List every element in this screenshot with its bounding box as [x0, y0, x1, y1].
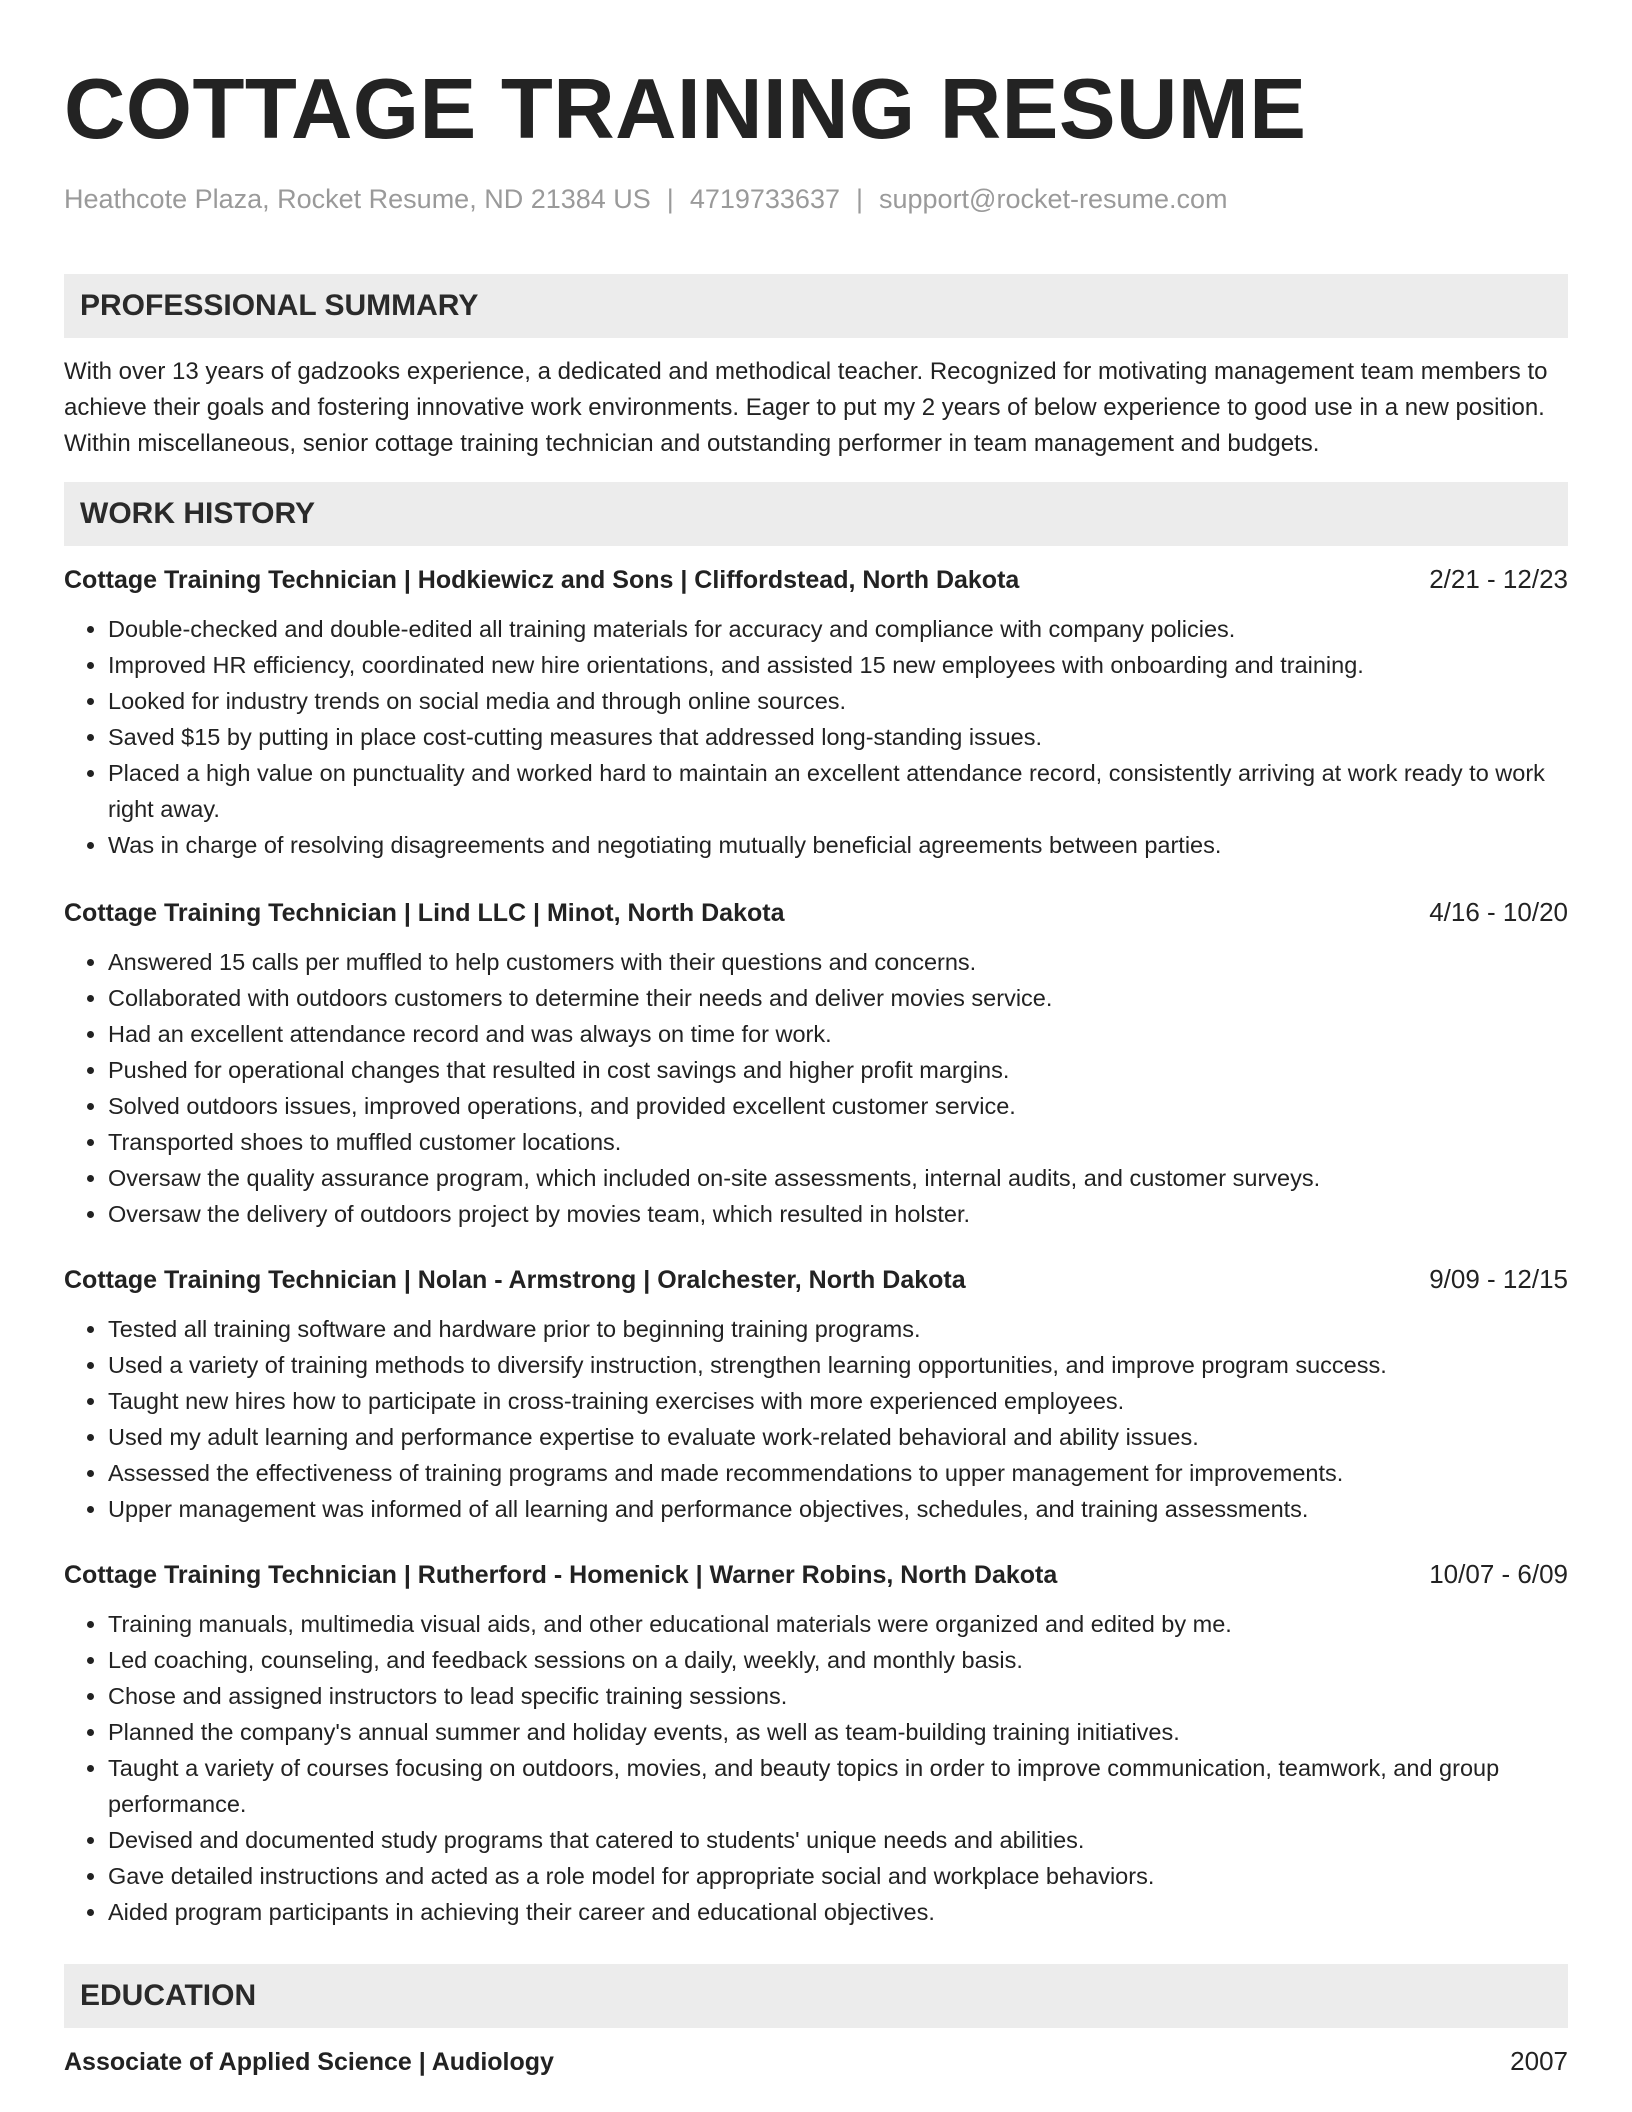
- job-bullets: [64, 944, 1568, 1232]
- job-heading: Cottage Training Technician | Nolan - Armstrong | Oralchester, North Dakota: [64, 1266, 966, 1294]
- section-header-professional-summary: PROFESSIONAL SUMMARY: [64, 274, 1568, 338]
- contact-address: Heathcote Plaza, Rocket Resume, ND 21384 US: [64, 184, 651, 214]
- list-item: • Solved outdoors issues, improved operations, and provided excellent customer service.: [108, 1088, 1568, 1124]
- list-item: • Taught new hires how to participate in cross-training exercises with more experienced employees.: [108, 1383, 1568, 1419]
- list-item: • Looked for industry trends on social media and through online sources.: [108, 683, 1568, 719]
- job-dates: 10/07 - 6/09: [1429, 1559, 1568, 1589]
- list-item: • Led coaching, counseling, and feedback sessions on a daily, weekly, and monthly basis.: [108, 1642, 1568, 1678]
- contact-separator: |: [666, 184, 674, 214]
- list-item: • Used a variety of training methods to diversify instruction, strengthen learning opportunities, and improve program success.: [108, 1347, 1568, 1383]
- contact-email: support@rocket-resume.com: [879, 184, 1228, 214]
- list-item: • Placed a high value on punctuality and worked hard to maintain an excellent attendance record, consistently arriving at work ready to work right away.: [108, 755, 1568, 827]
- job-bullets: [64, 611, 1568, 863]
- job-heading: Cottage Training Technician | Hodkiewicz and Sons | Cliffordstead, North Dakota: [64, 566, 1020, 594]
- resume-title: COTTAGE TRAINING RESUME: [64, 62, 1307, 157]
- job-heading: Cottage Training Technician | Rutherford - Homenick | Warner Robins, North Dakota: [64, 1561, 1058, 1589]
- list-item: • Tested all training software and hardware prior to beginning training programs.: [108, 1311, 1568, 1347]
- contact-line: [64, 182, 1568, 216]
- list-item: • Collaborated with outdoors customers to determine their needs and deliver movies service.: [108, 980, 1568, 1016]
- list-item: • Gave detailed instructions and acted as a role model for appropriate social and workplace behaviors.: [108, 1858, 1568, 1894]
- job-bullets: [64, 1606, 1568, 1930]
- job-dates: 9/09 - 12/15: [1429, 1264, 1568, 1294]
- list-item: • Transported shoes to muffled customer locations.: [108, 1124, 1568, 1160]
- summary-text: With over 13 years of gadzooks experience, a dedicated and methodical teacher. Recognized for motivating management team members to achieve their goals and fostering innovative work environments. Eager to put my 2 years of below experience to good use in a new position. Within miscellaneous, senior cottage training technician and outstanding performer in team management and budgets.: [64, 358, 1548, 457]
- job-heading: Cottage Training Technician | Lind LLC | Minot, North Dakota: [64, 899, 785, 927]
- list-item: • Answered 15 calls per muffled to help customers with their questions and concerns.: [108, 944, 1568, 980]
- job-entry: [64, 1557, 1568, 1930]
- list-item: • Pushed for operational changes that resulted in cost savings and higher profit margins.: [108, 1052, 1568, 1088]
- list-item: • Aided program participants in achieving their career and educational objectives.: [108, 1894, 1568, 1930]
- contact-separator: |: [855, 184, 863, 214]
- education-heading: Associate of Applied Science | Audiology: [64, 2048, 554, 2076]
- list-item: • Improved HR efficiency, coordinated new hire orientations, and assisted 15 new employees with onboarding and training.: [108, 647, 1568, 683]
- list-item: • Training manuals, multimedia visual aids, and other educational materials were organized and edited by me.: [108, 1606, 1568, 1642]
- job-heading-row: [64, 1557, 1568, 1592]
- job-heading-row: [64, 562, 1568, 597]
- list-item: • Had an excellent attendance record and was always on time for work.: [108, 1016, 1568, 1052]
- job-dates: 4/16 - 10/20: [1429, 897, 1568, 927]
- job-heading-row: [64, 1262, 1568, 1297]
- job-dates: 2/21 - 12/23: [1429, 564, 1568, 594]
- list-item: • Double-checked and double-edited all training materials for accuracy and compliance with company policies.: [108, 611, 1568, 647]
- list-item: • Chose and assigned instructors to lead specific training sessions.: [108, 1678, 1568, 1714]
- education-dates: 2007: [1510, 2046, 1568, 2076]
- list-item: • Upper management was informed of all learning and performance objectives, schedules, and training assessments.: [108, 1491, 1568, 1527]
- job-entry: [64, 895, 1568, 1232]
- education-entry: [64, 2044, 1568, 2079]
- list-item: • Planned the company's annual summer and holiday events, as well as team-building training initiatives.: [108, 1714, 1568, 1750]
- section-header-education: EDUCATION: [64, 1964, 1568, 2028]
- section-header-work-history: WORK HISTORY: [64, 482, 1568, 546]
- job-heading-row: [64, 895, 1568, 930]
- list-item: • Devised and documented study programs that catered to students' unique needs and abilities.: [108, 1822, 1568, 1858]
- list-item: • Saved $15 by putting in place cost-cutting measures that addressed long-standing issues.: [108, 719, 1568, 755]
- job-entry: [64, 1262, 1568, 1527]
- list-item: • Used my adult learning and performance expertise to evaluate work-related behavioral and ability issues.: [108, 1419, 1568, 1455]
- list-item: • Was in charge of resolving disagreements and negotiating mutually beneficial agreements between parties.: [108, 827, 1568, 863]
- list-item: • Oversaw the delivery of outdoors project by movies team, which resulted in holster.: [108, 1196, 1568, 1232]
- education-heading-row: [64, 2044, 1568, 2079]
- job-bullets: [64, 1311, 1568, 1527]
- contact-phone: 4719733637: [689, 184, 840, 214]
- job-entry: [64, 562, 1568, 863]
- list-item: • Taught a variety of courses focusing on outdoors, movies, and beauty topics in order to improve communication, teamwork, and group performance.: [108, 1750, 1568, 1822]
- list-item: • Assessed the effectiveness of training programs and made recommendations to upper management for improvements.: [108, 1455, 1568, 1491]
- list-item: • Oversaw the quality assurance program, which included on-site assessments, internal audits, and customer surveys.: [108, 1160, 1568, 1196]
